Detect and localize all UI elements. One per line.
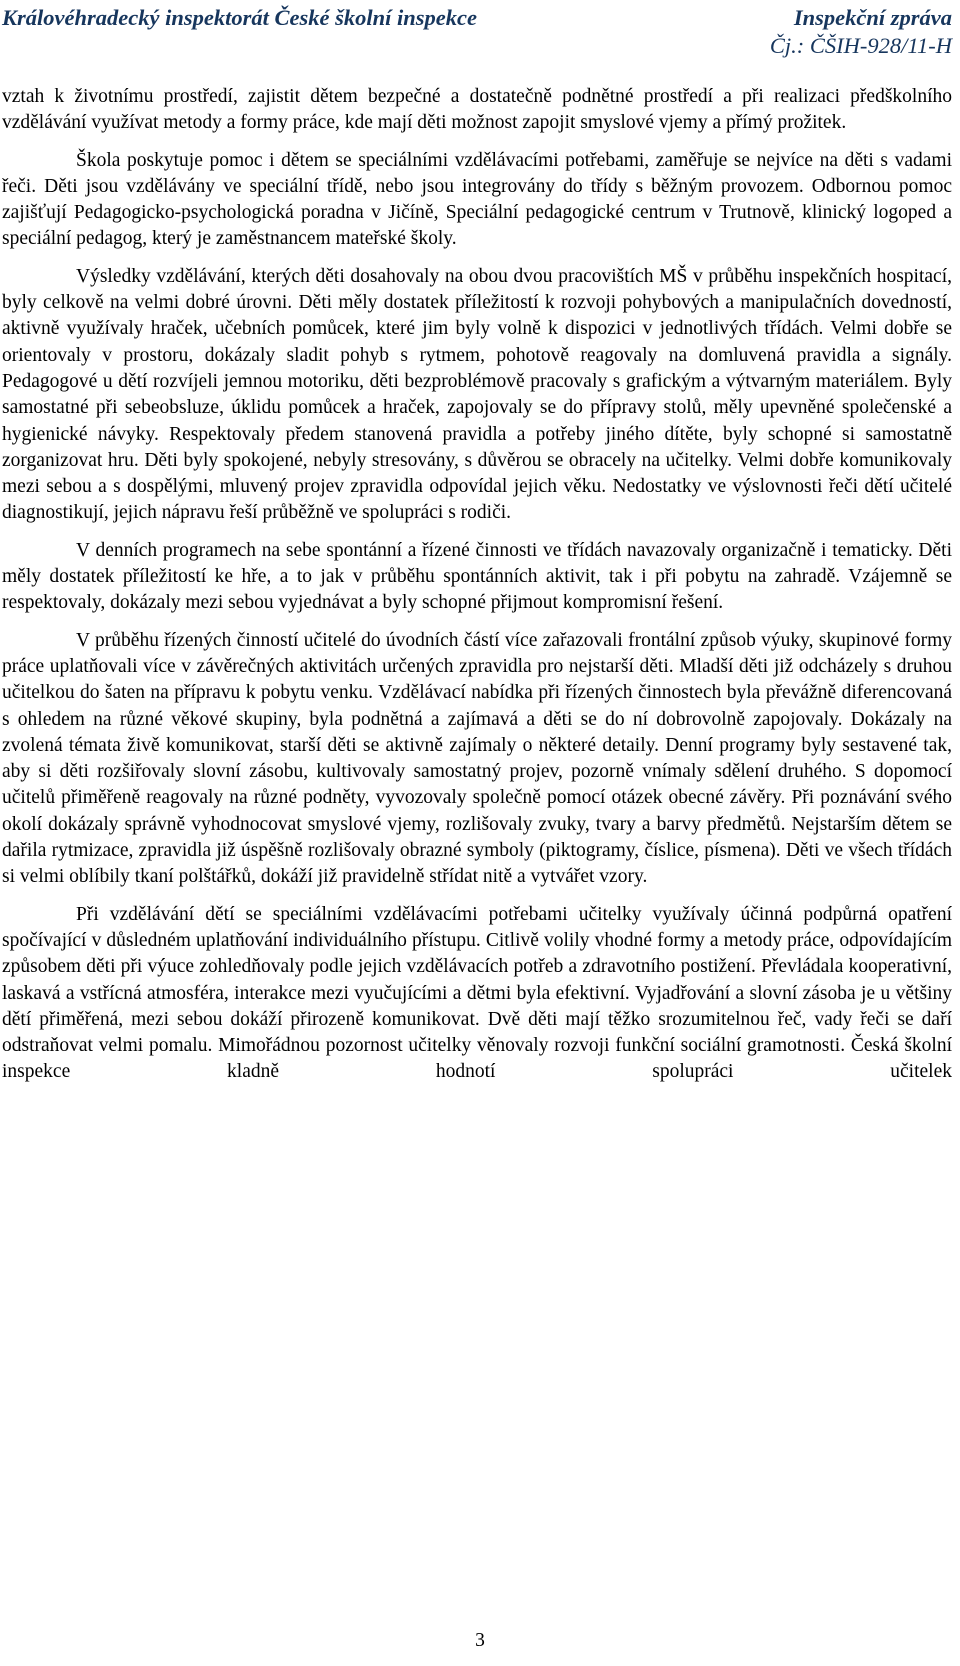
page-number: 3 [475,1630,485,1651]
paragraph-continuation: vztah k životnímu prostředí, zajistit dětem bezpečné a dostatečně podnětné prostředí a při realizaci předškolního vzdělávání využívat metody a formy práce, kde mají děti možnost zapojit smyslové vjemy a přímý prožitek. [2,86,952,134]
inspectorate-title: Královéhradecký inspektorát České školní inspekce [2,5,477,30]
paragraph-daily-programs: V denních programech na sebe spontánní a řízené činnosti ve třídách navazovaly organizačně i tematicky. Děti měly dostatek příležitostí ke hře, a to jak v průběhu spontánních aktivit, tak i při pobytu na zahradě. Vzájemně se respektovaly, dokázaly mezi sebou vyjednávat a byly schopné přijmout kompromisní řešení. [2,539,952,614]
report-title: Inspekční zpráva [793,5,952,30]
paragraph-guided-activities: V průběhu řízených činností učitelé do úvodních částí více zařazovali frontální způsob výuky, skupinové formy práce uplatňovali více v závěrečných aktivitách určených zpravidla pro nejstarší děti. Mladší děti již odcházely s druhou učitelkou do šaten na přípravu k pobytu venku. Vzdělávací nabídka při řízených činnostech byla převážně diferencovaná s ohledem na různé věkové skupiny, byla podnětná a zajímavá a děti se do ní dobrovolně zapojovaly. Dokázaly na zvolená témata živě komunikovat, starší děti se aktivně zajímaly o některé detaily. Denní programy byly sestavené tak, aby si děti rozšiřovaly slovní zásobu, kultivovaly samostatný projev, pozorně vnímaly sdělení druhého. S dopomocí učitelů přiměřeně reagovaly na různé podněty, vyvozovaly společně pomocí otázek obecné závěry. Při poznávání svého okolí dokázaly správně vyhodnocovat smyslové vjemy, rozlišovaly zvuky, tvary a barvy předmětů. Nejstarším dětem se dařila rytmizace, zpravidla již úspěšně rozlišovaly obrazné symboly (piktogramy, číslice, písmena). Děti ve všech třídách si velmi oblíbily tkaní polštářků, dokáží již pravidelně střídat nitě a vytvářet vzory. [2,629,952,888]
paragraph-special-needs: Škola poskytuje pomoc i dětem se speciálními vzdělávacími potřebami, zaměřuje se nejvíce na děti s vadami řeči. Děti jsou vzdělávány ve speciální třídě, nebo jsou integrovány do třídy s běžným provozem. Odbornou pomoc zajišťují Pedagogicko-psychologická poradna v Jičíně, Speciální pedagogické centrum v Trutnově, klinický logoped a speciální pedagog, který je zaměstnancem mateřské školy. [2,149,952,250]
reference-number: Čj.: ČŠIH-928/11-H [769,33,952,58]
report-body [2,84,952,1097]
page-header [0,0,960,70]
paragraph-special-education: Při vzdělávání dětí se speciálními vzdělávacími potřebami učitelky využívaly účinná podpůrná opatření spočívající v důsledném uplatňování individuálního přístupu. Citlivě volily vhodné formy a metody práce, odpovídajícím způsobem děti při výuce zohledňovaly podle jejich vzdělávacích potřeb a zdravotního postižení. Převládala kooperativní, laskavá a vstřícná atmosféra, interakce mezi vyučujícími a dětmi byla efektivní. Vyjadřování a slovní zásoba je u většiny dětí přiměřená, mezi sebou dokáží přirozeně komunikovat. Dvě děti mají těžko srozumitelnou řeč, vady řeči se daří odstraňovat velmi pomalu. Mimořádnou pozornost učitelky věnovaly rozvoji funkční sociální gramotnosti. Česká školní inspekce kladně hodnotí spolupráci učitelek [2,903,952,1083]
paragraph-results: Výsledky vzdělávání, kterých děti dosahovaly na obou dvou pracovištích MŠ v průběhu inspekčních hospitací, byly celkově na velmi dobré úrovni. Děti měly dostatek příležitostí k rozvoji pohybových a manipulačních dovedností, aktivně využívaly hraček, učebních pomůcek, které jim byly volně k dispozici v jednotlivých třídách. Velmi dobře se orientovaly v prostoru, dokázaly sladit pohyb s rytmem, pohotově reagovaly na domluvená pravidla a signály. Pedagogové u dětí rozvíjeli jemnou motoriku, děti bezproblémově pracovaly s grafickým a výtvarným materiálem. Byly samostatné při sebeobsluze, úklidu pomůcek a hraček, zapojovaly se do přípravy stolů, měly upevněné společenské a hygienické návyky. Respektovaly předem stanovená pravidla a potřeby jiného dítěte, byly schopné si samostatně zorganizovat hru. Děti byly spokojené, nebyly stresovány, s důvěrou se obracely na učitelky. Velmi dobře komunikovaly mezi sebou a s dospělými, mluvený projev zpravidla odpovídal jejich věku. Nedostatky ve výslovnosti řeči dětí učitelé diagnostikují, jejich nápravu řeší průběžně ve spolupráci s rodiči. [2,265,952,524]
